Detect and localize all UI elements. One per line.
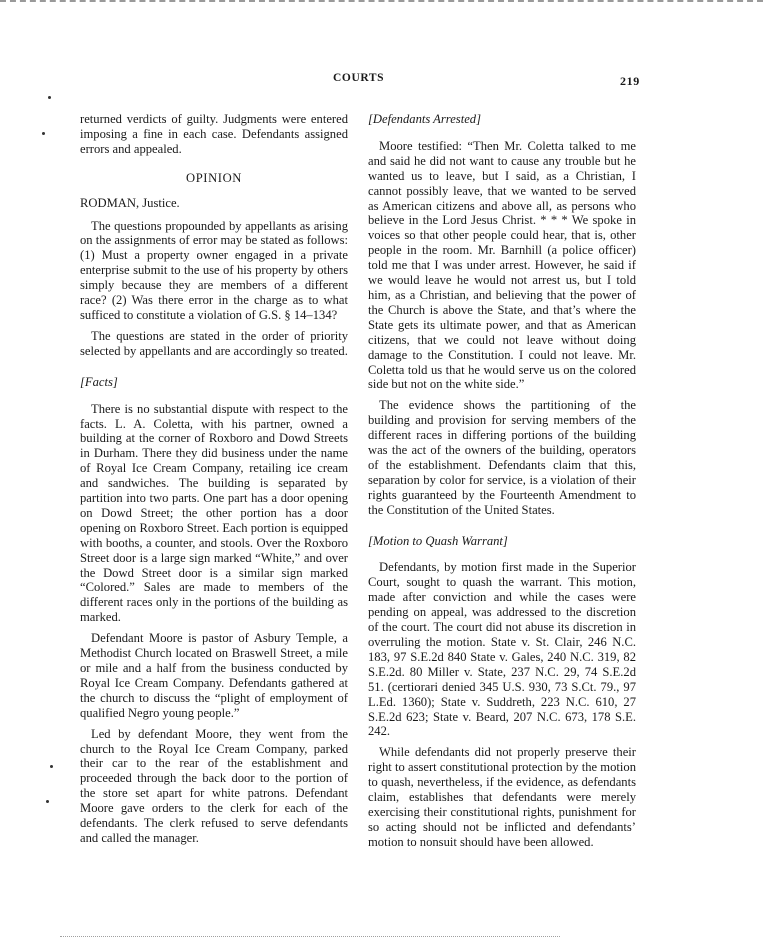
scan-speck [46,800,49,803]
page-title: COURTS [333,72,385,84]
scan-speck [42,132,45,135]
page-number: 219 [620,74,640,88]
right-column [368,112,636,856]
paragraph-testified: Moore testified: “Then Mr. Coletta talked to me and said he did not want to cause any trouble but he wanted us to leave, but I said, as a Christian, I cannot possibly leave, that we wanted to be served as American citizens and above all, as persons who believe in the Lord Jesus Christ. * * * We spoke in voices so that other people could hear, that is, other people in the room. Mr. Barnhill (a police officer) told me that I was under arrest. However, he said if we would leave he would not arrest us, but I told him, as a Christian, and believing that the power of the Church is above the State, and that’s where the State gets its ultimate power, and that as American citizens, that we could not leave without doing damage to the Constitution. I could not leave. Mr. Coletta told us that he would serve us on the colored side but not on the white side.” [368,138,636,392]
paragraph-moore: Defendant Moore is pastor of Asbury Temple, a Methodist Church located on Braswell Street, a mile or mile and a half from the business conducted by Royal Ice Cream Company. Defendants gathered at the church to discuss the “plight of employment of qualified Negro young people.” [80,631,348,720]
bottom-rule [60,936,560,937]
paragraph-order: The questions are stated in the order of priority selected by appellants and are accordingly so treated. [80,328,348,358]
left-column [80,112,348,852]
top-perforation [0,0,763,5]
motion-heading: [Motion to Quash Warrant] [368,533,508,548]
paragraph-led: Led by defendant Moore, they went from the church to the Royal Ice Cream Company, parked their car to the rear of the establishment and proceeded through the back door to the portion of the store set apart for white patrons. Defendant Moore gave orders to the clerk for each of the defendants. The clerk refused to serve defendants and called the manager. [80,726,348,845]
paragraph-evidence: The evidence shows the partitioning of the building and provision for serving members of the different races in differing portions of the building was the act of the owners of the building, operators of the establishment. Defendants claim that this, separation by color for service, is a violation of their rights guaranteed by the Fourteenth Amendment to the Constitution of the United States. [368,398,636,517]
opinion-author: RODMAN, Justice. [80,195,180,210]
paragraph-facts: There is no substantial dispute with respect to the facts. L. A. Coletta, with his partner, owned a building at the corner of Roxboro and Dowd Streets in Durham. There they did business under the name of Royal Ice Cream Company, retailing ice cream and sandwiches. The building is separated by partition into two parts. One part has a door opening on Dowd Street; the other portion has a door opening on Roxboro Street. Each portion is equipped with booths, a counter, and stools. Over the Roxboro Street door is a large sign marked “White,” and over the Dowd Street door is a similar sign marked “Colored.” Sales are made to members of the different races only in the portions of the building as marked. [80,401,348,625]
facts-heading: [Facts] [80,374,118,389]
opening-paragraph: returned verdicts of guilty. Judgments were entered imposing a fine in each case. Defendants assigned errors and appealed. [80,112,348,156]
paragraph-preserve: While defendants did not properly preserve their right to assert constitutional protection by the motion to quash, nevertheless, if the evidence, as defendants claim, establishes that defendants were merely exercising their constitutional rights, punishment for so acting should not be inflicted and defendants’ motion to nonsuit should have been allowed. [368,745,636,849]
paragraph-questions: The questions propounded by appellants as arising on the assignments of error may be stated as follows: (1) Must a property owner engaged in a private enterprise submit to the use of his property by others simply because they are members of a different race? (2) Was there error in the charge as to what sufficed to constitute a violation of G.S. § 14–134? [80,218,348,322]
arrested-heading: [Defendants Arrested] [368,112,481,126]
paragraph-motion: Defendants, by motion first made in the Superior Court, sought to quash the warrant. This motion, made after conviction and while the cases were pending on appeal, was addressed to the discretion of the court. The court did not abuse its discretion in overruling the motion. State v. St. Clair, 246 N.C. 183, 97 S.E.2d 840 State v. Gales, 240 N.C. 319, 82 S.E.2d. 80 Miller v. State, 237 N.C. 29, 74 S.E.2d 51. (certiorari denied 345 U.S. 930, 73 S.Ct. 79., 97 L.Ed. 1360); State v. Suddreth, 223 N.C. 610, 27 S.E.2d 623; State v. Beard, 207 N.C. 673, 178 S.E. 242. [368,560,636,739]
opinion-heading: OPINION [186,170,242,185]
scan-speck [50,765,53,768]
scan-speck [48,96,51,99]
